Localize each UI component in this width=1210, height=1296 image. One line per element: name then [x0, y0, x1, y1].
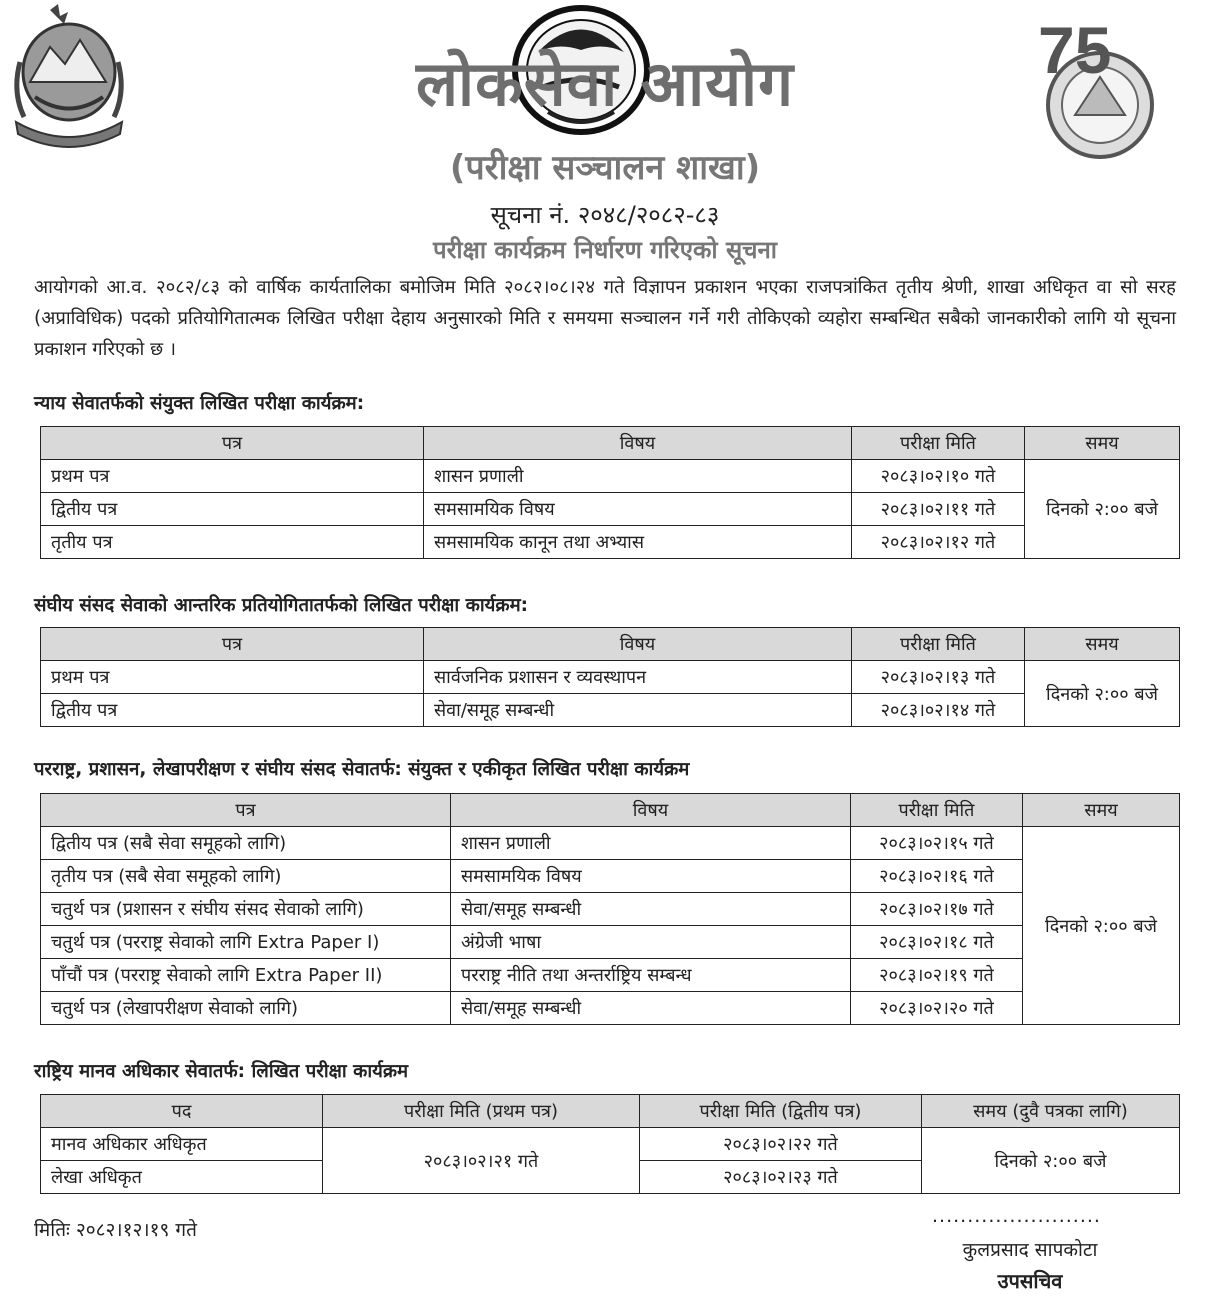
time-cell: दिनको २:०० बजे	[1023, 827, 1180, 1025]
date-cell: २०८३।०२।१६ गते	[851, 860, 1023, 893]
paper-cell: द्वितीय पत्र	[41, 493, 424, 526]
paper-cell: चतुर्थ पत्र (परराष्ट्र सेवाको लागि Extra Paper I)	[41, 926, 451, 959]
signer-name: कुलप्रसाद सापकोटा	[962, 1239, 1098, 1261]
table-row	[41, 694, 1180, 727]
table-header-row	[41, 794, 1180, 827]
notice-number: सूचना नं. २०४८/२०८२-८३	[490, 201, 720, 229]
post-cell: मानव अधिकार अधिकृत	[41, 1128, 323, 1161]
column-header: समय	[1023, 794, 1180, 827]
column-header: विषय	[424, 427, 852, 460]
column-header: परीक्षा मिति (द्वितीय पत्र)	[640, 1095, 922, 1128]
section-heading: संघीय संसद सेवाको आन्तरिक प्रतियोगितातर्फको लिखित परीक्षा कार्यक्रम:	[34, 595, 529, 616]
time-cell: दिनको २:०० बजे	[1025, 661, 1180, 727]
table-row	[41, 1128, 1180, 1161]
column-header: पत्र	[41, 628, 424, 661]
section-heading: न्याय सेवातर्फको संयुक्त लिखित परीक्षा कार्यक्रम:	[34, 393, 365, 414]
anniversary-number: 75	[1038, 15, 1112, 87]
table-row	[41, 959, 1180, 992]
table-row	[41, 526, 1180, 559]
subject-cell: सार्वजनिक प्रशासन र व्यवस्थापन	[424, 661, 852, 694]
time-cell: दिनको २:०० बजे	[1025, 460, 1180, 559]
date-cell: २०८३।०२।१० गते	[852, 460, 1025, 493]
table-header-row	[41, 427, 1180, 460]
paper-cell: तृतीय पत्र	[41, 526, 424, 559]
section-heading: परराष्ट्र, प्रशासन, लेखापरीक्षण र संघीय संसद सेवातर्फ: संयुक्त र एकीकृत लिखित परीक्षा कार्यक्रम	[34, 759, 690, 780]
paper-cell: चतुर्थ पत्र (लेखापरीक्षण सेवाको लागि)	[41, 992, 451, 1025]
table-row	[41, 493, 1180, 526]
exam-schedule-table	[40, 627, 1180, 727]
table-row	[41, 460, 1180, 493]
column-header: परीक्षा मिति (प्रथम पत्र)	[323, 1095, 640, 1128]
paper-cell: द्वितीय पत्र (सबै सेवा समूहको लागि)	[41, 827, 451, 860]
time-cell: दिनको २:०० बजे	[922, 1128, 1180, 1194]
date-cell: २०८३।०२।१३ गते	[852, 661, 1025, 694]
date-cell: २०८३।०२।११ गते	[852, 493, 1025, 526]
table-row	[41, 926, 1180, 959]
column-header: परीक्षा मिति	[852, 628, 1025, 661]
subject-cell: सेवा/समूह सम्बन्धी	[451, 992, 851, 1025]
column-header: समय	[1025, 628, 1180, 661]
column-header: परीक्षा मिति	[851, 794, 1023, 827]
column-header: पत्र	[41, 427, 424, 460]
subject-cell: शासन प्रणाली	[451, 827, 851, 860]
second-paper-date-cell: २०८३।०२।२३ गते	[640, 1161, 922, 1194]
date-cell: २०८३।०२।१४ गते	[852, 694, 1025, 727]
paper-cell: चतुर्थ पत्र (प्रशासन र संघीय संसद सेवाको लागि)	[41, 893, 451, 926]
exam-schedule-table	[40, 1094, 1180, 1194]
signer-designation: उपसचिव	[997, 1269, 1063, 1293]
date-cell: २०८३।०२।१९ गते	[851, 959, 1023, 992]
column-header: विषय	[424, 628, 852, 661]
date-cell: २०८३।०२।२० गते	[851, 992, 1023, 1025]
column-header: समय (दुवै पत्रका लागि)	[922, 1095, 1180, 1128]
exam-schedule-table	[40, 426, 1180, 559]
organization-branch: (परीक्षा सञ्चालन शाखा)	[449, 148, 761, 188]
organization-title: लोकसेवा आयोग	[415, 47, 795, 120]
issue-date: मितिः २०८२।१२।१९ गते	[34, 1219, 197, 1241]
subject-cell: समसामयिक विषय	[451, 860, 851, 893]
intro-paragraph: आयोगको आ.व. २०८२/८३ को वार्षिक कार्यतालिका बमोजिम मिति २०८२।०८।२४ गते विज्ञापन प्रकाशन भएका राजपत्रांकित तृतीय श्रेणी, शाखा अधिकृत वा सो सरह (अप्राविधिक) पदको प्रतियोगितात्मक लिखित परीक्षा देहाय अनुसारको मिति र समयमा सञ्चालन गर्ने गरी तोकिएको व्यहोरा सम्बन्धित सबैको जानकारीको लागि यो सूचना प्रकाशन गरिएको छ ।	[34, 277, 1176, 360]
paper-cell: प्रथम पत्र	[41, 661, 424, 694]
paper-cell: तृतीय पत्र (सबै सेवा समूहको लागि)	[41, 860, 451, 893]
table-row	[41, 893, 1180, 926]
date-cell: २०८३।०२।१५ गते	[851, 827, 1023, 860]
first-paper-date-cell: २०८३।०२।२१ गते	[323, 1128, 640, 1194]
table-row	[41, 992, 1180, 1025]
paper-cell: पाँचौं पत्र (परराष्ट्र सेवाको लागि Extra Paper II)	[41, 959, 451, 992]
subject-cell: समसामयिक कानून तथा अभ्यास	[424, 526, 852, 559]
subject-cell: समसामयिक विषय	[424, 493, 852, 526]
table-row	[41, 827, 1180, 860]
subject-cell: अंग्रेजी भाषा	[451, 926, 851, 959]
signature-line: ........................	[932, 1205, 1101, 1227]
table-header-row	[41, 628, 1180, 661]
notice-title: परीक्षा कार्यक्रम निर्धारण गरिएको सूचना	[432, 236, 777, 264]
paper-cell: प्रथम पत्र	[41, 460, 424, 493]
date-cell: २०८३।०२।१७ गते	[851, 893, 1023, 926]
date-cell: २०८३।०२।१२ गते	[852, 526, 1025, 559]
section-heading: राष्ट्रिय मानव अधिकार सेवातर्फ: लिखित परीक्षा कार्यक्रम	[34, 1061, 409, 1082]
column-header: समय	[1025, 427, 1180, 460]
table-header-row	[41, 1095, 1180, 1128]
table-row	[41, 860, 1180, 893]
subject-cell: परराष्ट्र नीति तथा अन्तर्राष्ट्रिय सम्बन्ध	[451, 959, 851, 992]
exam-schedule-table	[40, 793, 1180, 1025]
column-header: परीक्षा मिति	[852, 427, 1025, 460]
subject-cell: शासन प्रणाली	[424, 460, 852, 493]
second-paper-date-cell: २०८३।०२।२२ गते	[640, 1128, 922, 1161]
column-header: विषय	[451, 794, 851, 827]
subject-cell: सेवा/समूह सम्बन्धी	[451, 893, 851, 926]
date-cell: २०८३।०२।१८ गते	[851, 926, 1023, 959]
subject-cell: सेवा/समूह सम्बन्धी	[424, 694, 852, 727]
paper-cell: द्वितीय पत्र	[41, 694, 424, 727]
post-cell: लेखा अधिकृत	[41, 1161, 323, 1194]
column-header: पत्र	[41, 794, 451, 827]
column-header: पद	[41, 1095, 323, 1128]
table-row	[41, 661, 1180, 694]
